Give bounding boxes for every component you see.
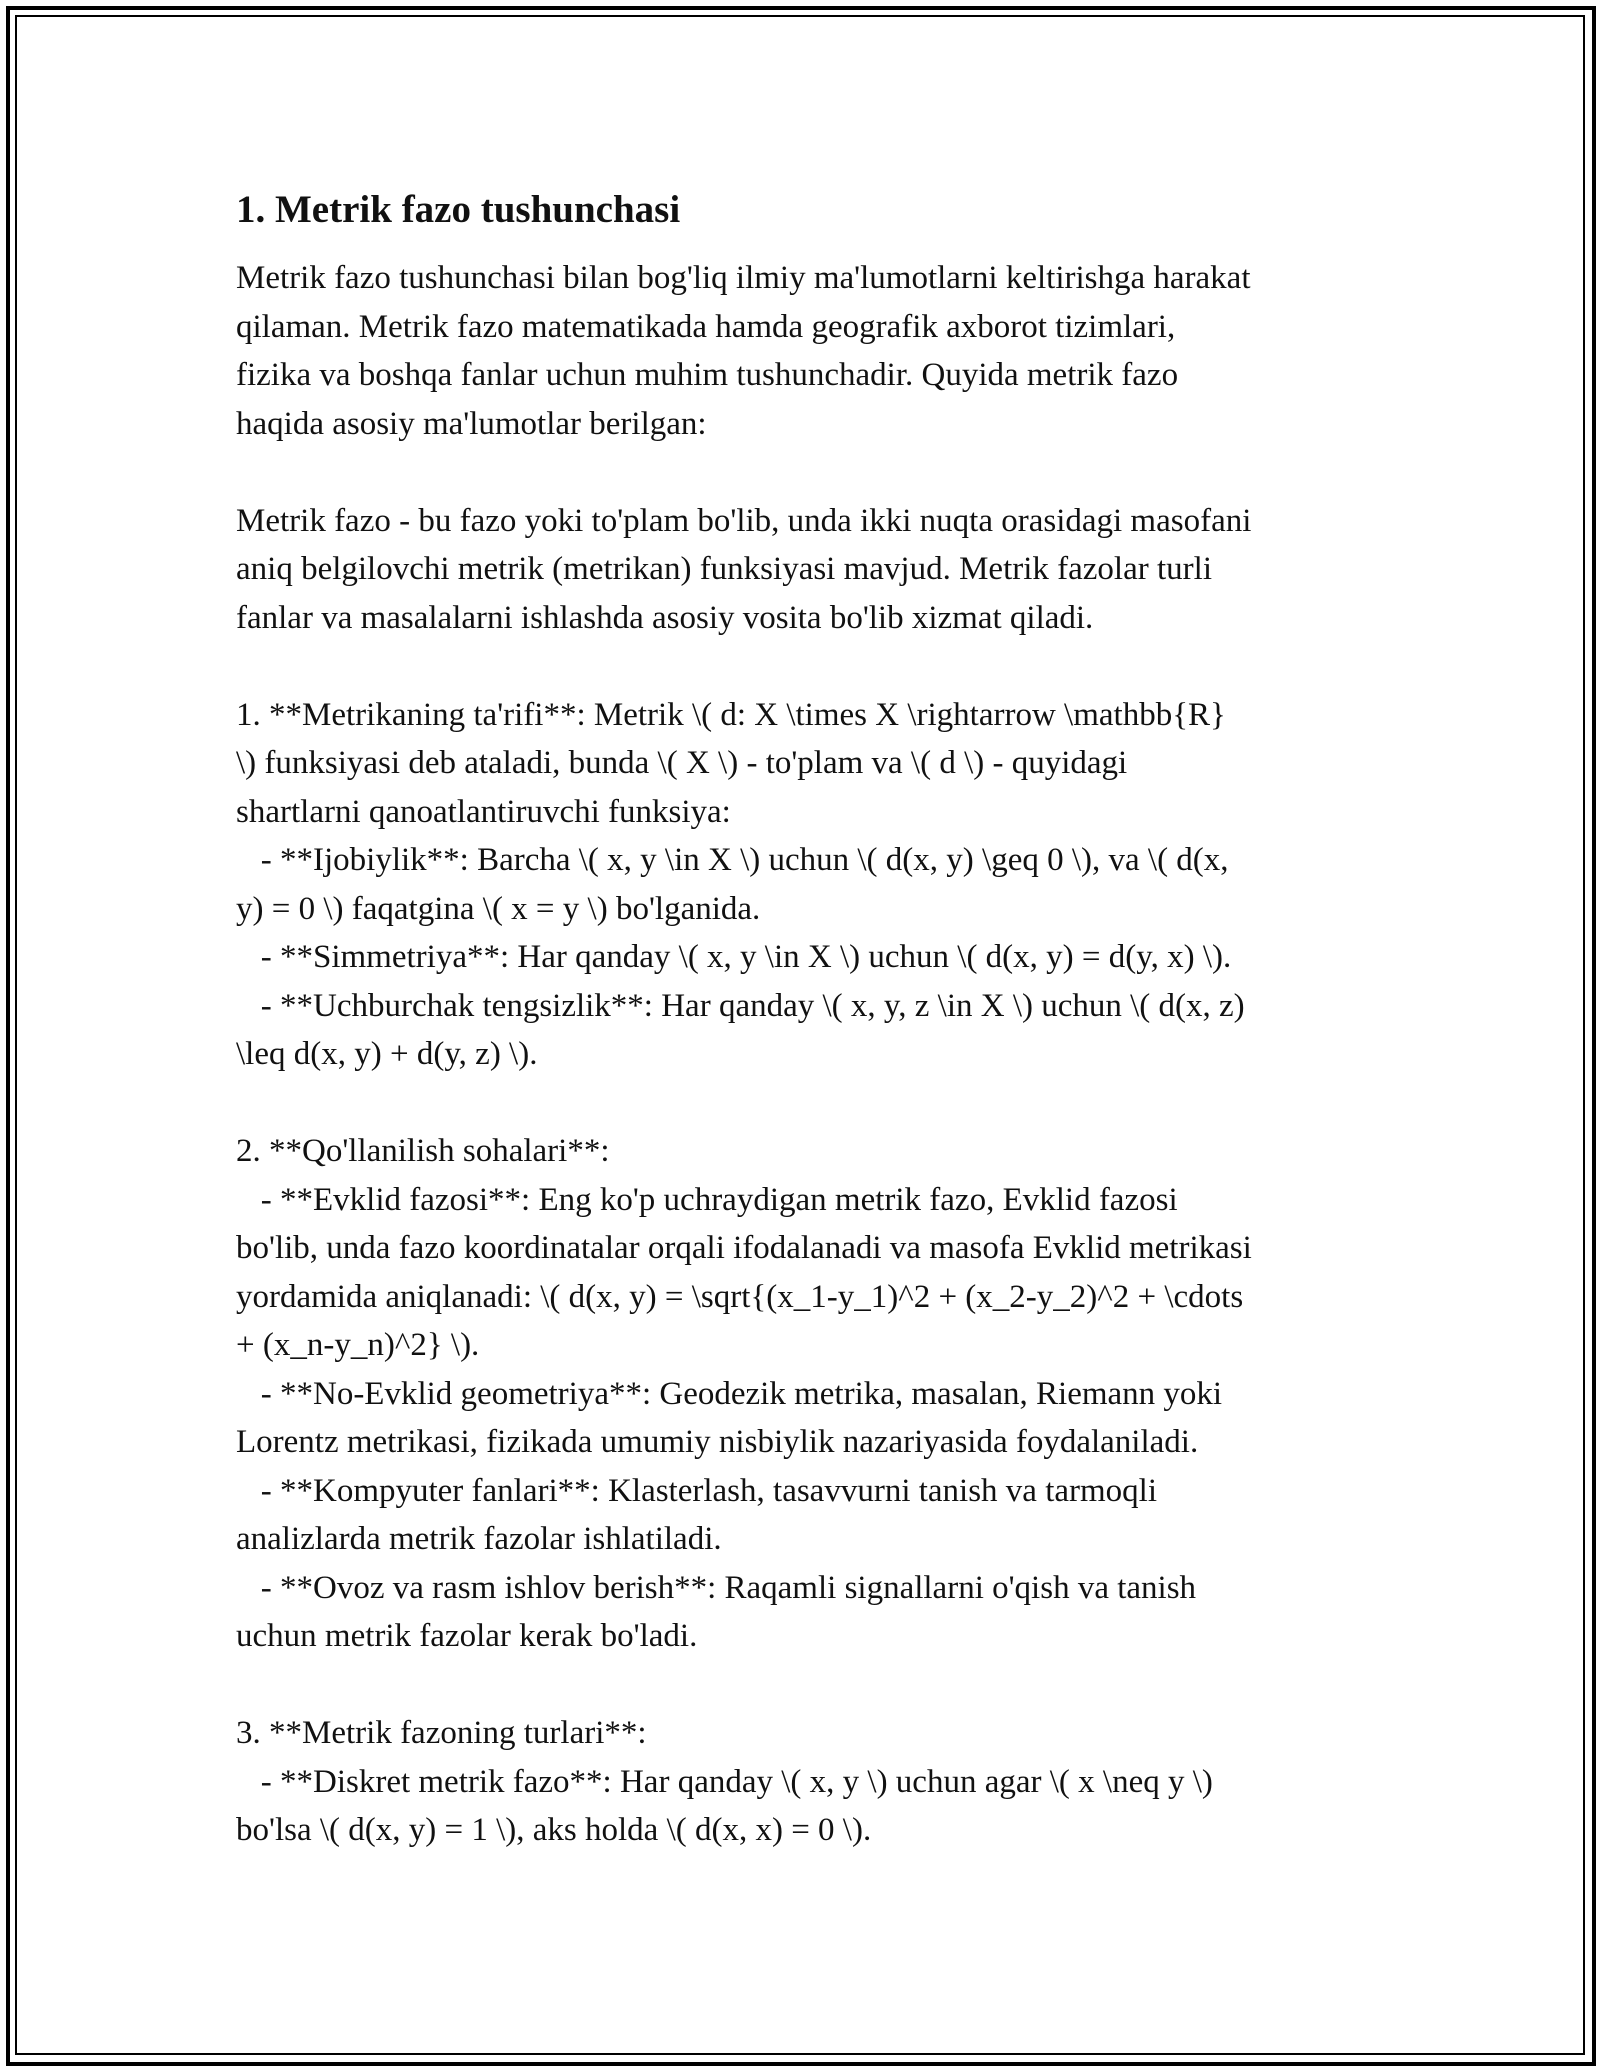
text-line: aniq belgilovchi metrik (metrikan) funksiyasi mavjud. Metrik fazolar turli — [236, 551, 1212, 587]
text-line: Metrik fazo - bu fazo yoki to'plam bo'lib, unda ikki nuqta orasidagi masofani — [236, 502, 1252, 539]
text-line: - **No-Evklid geometriya**: Geodezik metrika, masalan, Riemann yoki — [236, 1375, 1223, 1412]
blank-line — [236, 1079, 1376, 1128]
text-line: haqida asosiy ma'lumotlar berilgan: — [236, 405, 707, 442]
text-line: - **Ovoz va rasm ishlov berish**: Raqamli signallarni o'qish va tanish — [236, 1569, 1197, 1606]
text-line: 1. **Metrikaning ta'rifi**: Metrik \( d: X \times X \rightarrow \mathbb{R} — [236, 696, 1226, 733]
blank-line — [236, 448, 1376, 497]
text-line: bo'lib, unda fazo koordinatalar orqali ifodalanadi va masofa Evklid metrikasi — [236, 1230, 1252, 1266]
text-line: fizika va boshqa fanlar uchun muhim tushunchadir. Quyida metrik fazo — [236, 357, 1179, 393]
text-line: Metrik fazo tushunchasi bilan bog'liq ilmiy ma'lumotlarni keltirishga harakat — [236, 260, 1251, 296]
text-line: - **Uchburchak tengsizlik**: Har qanday \( x, y, z \in X \) uchun \( d(x, z) — [236, 987, 1245, 1024]
text-line: qilaman. Metrik fazo matematikada hamda geografik axborot tizimlari, — [236, 308, 1176, 345]
text-line: uchun metrik fazolar kerak bo'ladi. — [236, 1618, 698, 1654]
text-line: \) funksiyasi deb ataladi, bunda \( X \) - to'plam va \( d \) - quyidagi — [236, 745, 1128, 781]
text-line: \leq d(x, y) + d(y, z) \). — [236, 1036, 538, 1072]
text-line: shartlarni qanoatlantiruvchi funksiya: — [236, 793, 731, 830]
text-line: y) = 0 \) faqatgina \( x = y \) bo'lganida. — [236, 890, 761, 927]
text-line: Lorentz metrikasi, fizikada umumiy nisbiylik nazariyasida foydalaniladi. — [236, 1424, 1199, 1460]
text-line: analizlarda metrik fazolar ishlatiladi. — [236, 1521, 722, 1557]
document-title: 1. Metrik fazo tushunchasi — [236, 188, 681, 231]
text-line: fanlar va masalalarni ishlashda asosiy vosita bo'lib xizmat qiladi. — [236, 599, 1094, 636]
text-line: + (x_n-y_n)^2} \). — [236, 1327, 480, 1363]
blank-line — [236, 1661, 1376, 1710]
text-line: bo'lsa \( d(x, y) = 1 \), aks holda \( d(x, x) = 0 \). — [236, 1812, 872, 1848]
document-body — [236, 186, 1376, 1855]
document-text — [236, 254, 1376, 1855]
text-line: - **Evklid fazosi**: Eng ko'p uchraydigan metrik fazo, Evklid fazosi — [236, 1181, 1178, 1218]
blank-line — [236, 642, 1376, 691]
text-line: - **Ijobiylik**: Barcha \( x, y \in X \) uchun \( d(x, y) \geq 0 \), va \( d(x, — [236, 842, 1229, 878]
text-line: yordamida aniqlanadi: \( d(x, y) = \sqrt{(x_1-y_1)^2 + (x_2-y_2)^2 + \cdots — [236, 1278, 1244, 1315]
text-line: 2. **Qo'llanilish sohalari**: — [236, 1133, 610, 1169]
text-line: - **Diskret metrik fazo**: Har qanday \( x, y \) uchun agar \( x \neq y \) — [236, 1763, 1213, 1800]
text-line: - **Kompyuter fanlari**: Klasterlash, tasavvurni tanish va tarmoqli — [236, 1472, 1158, 1509]
text-line: - **Simmetriya**: Har qanday \( x, y \in X \) uchun \( d(x, y) = d(y, x) \). — [236, 939, 1232, 975]
text-line: 3. **Metrik fazoning turlari**: — [236, 1715, 647, 1751]
